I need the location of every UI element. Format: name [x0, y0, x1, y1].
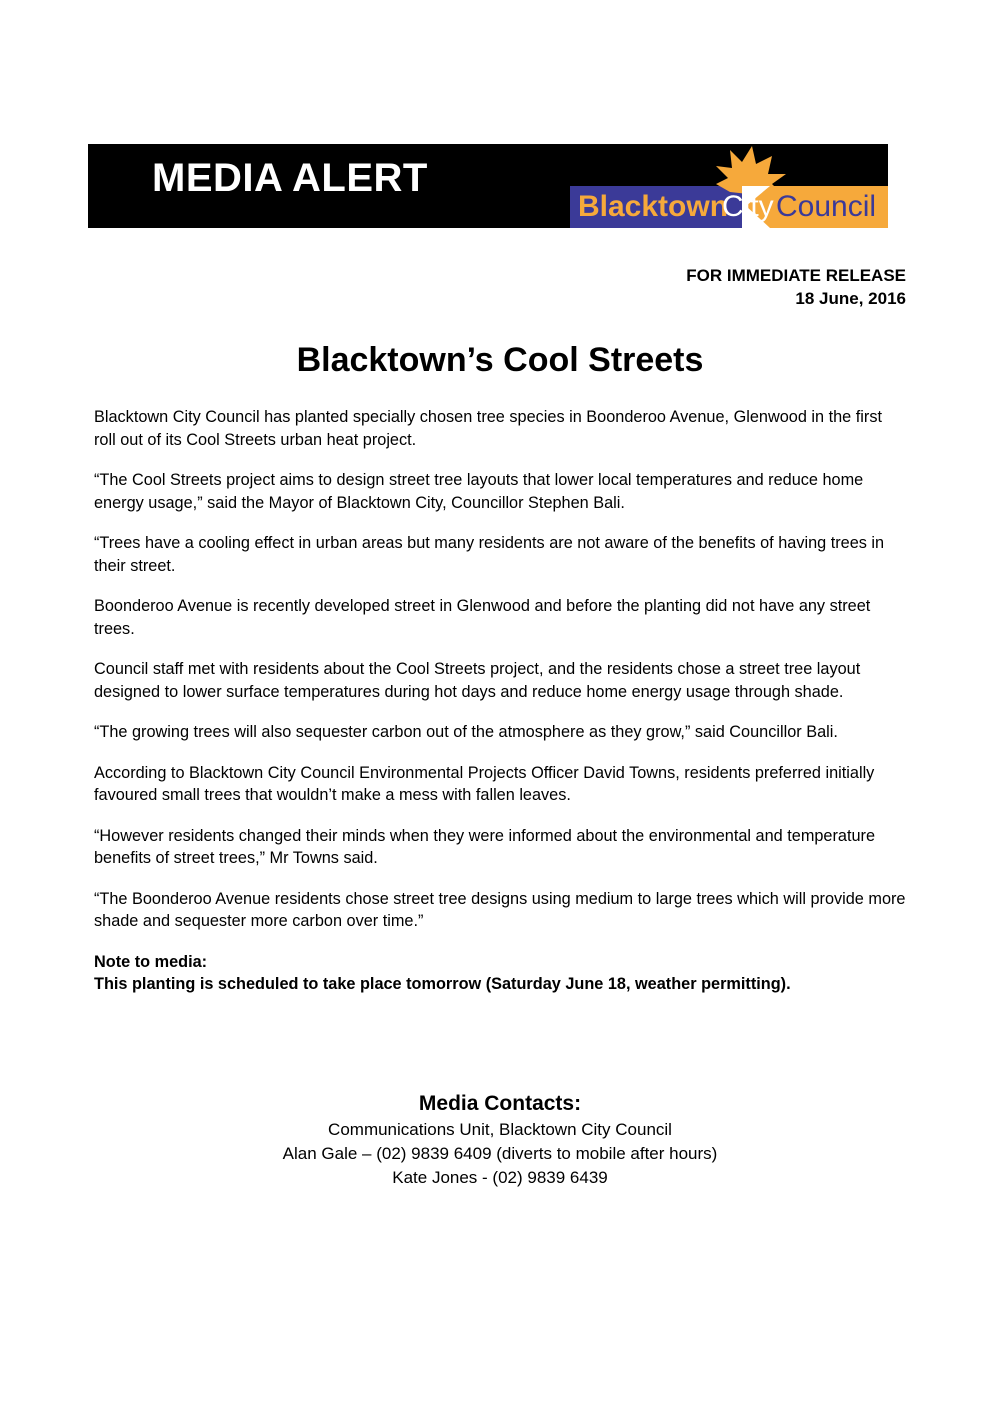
- body-paragraph: “The Cool Streets project aims to design street tree layouts that lower local temperatures and reduce home energy usage,” said the Mayor of Blacktown City, Councillor Stephen Bali.: [94, 471, 864, 512]
- body-paragraph: “Trees have a cooling effect in urban areas but many residents are not aware of the benefits of having trees in their street.: [94, 534, 885, 575]
- note-to-media-text: This planting is scheduled to take place tomorrow (Saturday June 18, weather permitting).: [94, 975, 791, 993]
- header-banner: [88, 144, 888, 228]
- logo-word-blacktown: Blacktown: [578, 190, 729, 223]
- release-status: FOR IMMEDIATE RELEASE: [686, 266, 906, 285]
- contact-alan-gale: Alan Gale – (02) 9839 6409 (diverts to mobile after hours): [282, 1144, 718, 1163]
- media-contacts: [0, 1089, 1000, 1190]
- body-paragraph: Boonderoo Avenue is recently developed street in Glenwood and before the planting did not have any street trees.: [94, 597, 871, 638]
- contacts-unit: Communications Unit, Blacktown City Council: [328, 1120, 672, 1139]
- body-paragraph: “The growing trees will also sequester carbon out of the atmosphere as they grow,” said Councillor Bali.: [94, 723, 838, 741]
- release-info: [0, 264, 906, 310]
- contact-kate-jones: Kate Jones - (02) 9839 6439: [392, 1168, 608, 1187]
- body-paragraph: Blacktown City Council has planted specially chosen tree species in Boonderoo Avenue, Glenwood in the first roll out of its Cool Streets urban heat project.: [94, 408, 882, 449]
- article-body: [94, 406, 906, 1014]
- media-contacts-heading: Media Contacts:: [418, 1092, 582, 1115]
- body-paragraph: “The Boonderoo Avenue residents chose street tree designs using medium to large trees which will provide more shade and sequester more carbon over time.”: [94, 889, 906, 930]
- logo-word-city: City: [722, 190, 774, 223]
- page-title: MEDIA ALERT: [152, 156, 428, 200]
- release-date: 18 June, 2016: [795, 289, 906, 308]
- article-headline: Blacktown’s Cool Streets: [296, 341, 704, 379]
- body-paragraph: According to Blacktown City Council Environmental Projects Officer David Towns, residents preferred initially favoured small trees that wouldn’t make a mess with fallen leaves.: [94, 763, 875, 804]
- body-paragraph: “However residents changed their minds when they were informed about the environmental and temperature benefits of street trees,” Mr Towns said.: [94, 826, 876, 867]
- note-to-media-label: Note to media:: [94, 952, 208, 971]
- blacktown-city-council-logo: [570, 144, 888, 228]
- body-paragraph: Council staff met with residents about the Cool Streets project, and the residents chose a street tree layout designed to lower surface temperatures during hot days and reduce home energy usage through shade.: [94, 660, 861, 701]
- logo-word-council: Council: [776, 190, 877, 223]
